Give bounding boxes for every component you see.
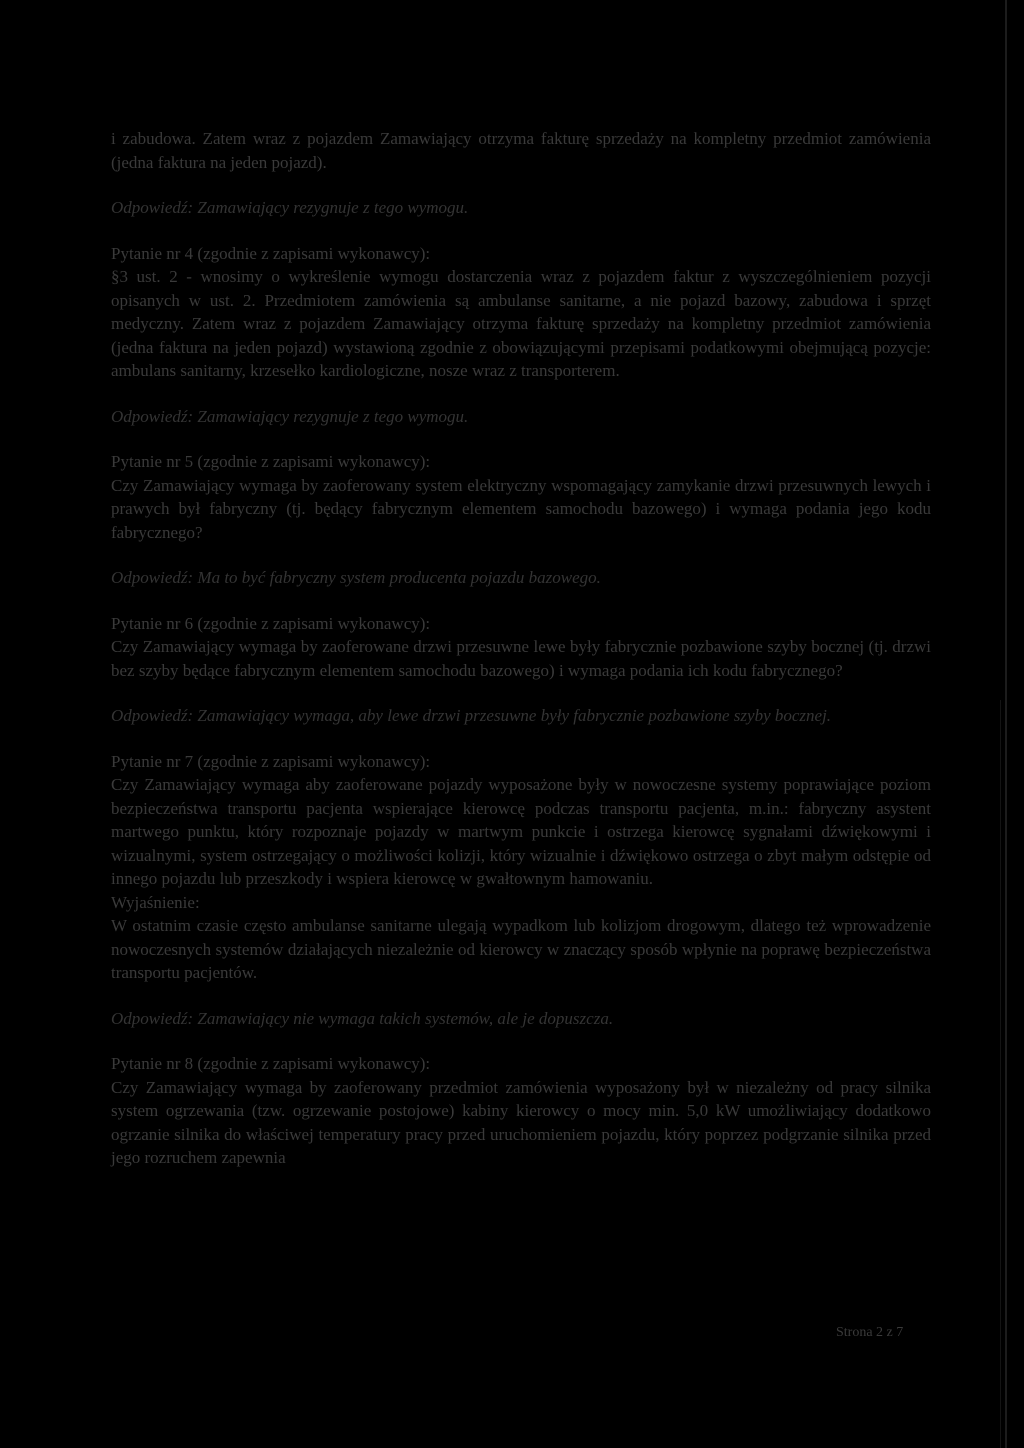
intro-answer-block	[111, 196, 931, 220]
scan-edge-line	[1005, 0, 1007, 1448]
question-body: Czy Zamawiający wymaga by zaoferowany przedmiot zamówienia wyposażony był w niezależny od pracy silnika system ogrzewania (tzw. ogrzewanie postojowe) kabiny kierowcy o mocy min. 5,0 kW umożliwiający dodatkowo ogrzanie silnika do właściwej temperatury pracy przed uruchomieniem pojazdu, który poprzez podgrzanie silnika przed jego rozruchem zapewnia	[111, 1077, 931, 1167]
question-body: Czy Zamawiający wymaga aby zaoferowane pojazdy wyposażone były w nowoczesne systemy poprawiające poziom bezpieczeństwa transportu pacjenta wspierające kierowcę podczas transportu pacjenta, m.in.: fabryczny asystent martwego punktu, który rozpoznaje pojazdy w martwym punkcie i ostrzega kierowcę sygnałami dźwiękowymi i wizualnymi, system ostrzegający o możliwości kolizji, który wizualnie i dźwiękowo ostrzega o zbyt małym odstępie od innego pojazdu lub przeszkody i wspiera kierowcę w gwałtownym hamowaniu.	[111, 775, 931, 888]
question-5	[111, 450, 931, 544]
explanation-label: Wyjaśnienie:	[111, 892, 200, 912]
answer-4	[111, 405, 931, 429]
question-heading: Pytanie nr 5 (zgodnie z zapisami wykonawcy):	[111, 452, 431, 471]
scan-edge-line-secondary	[1000, 700, 1001, 1448]
question-heading: Pytanie nr 8 (zgodnie z zapisami wykonawcy):	[111, 1054, 431, 1073]
question-answer: Odpowiedź: Ma to być fabryczny system producenta pojazdu bazowego.	[111, 568, 601, 587]
intro-paragraph: i zabudowa. Zatem wraz z pojazdem Zamawiający otrzyma fakturę sprzedaży na kompletny przedmiot zamówienia (jedna faktura na jeden pojazd).	[111, 129, 931, 172]
question-answer: Odpowiedź: Zamawiający wymaga, aby lewe drzwi przesuwne były fabrycznie pozbawione szyby bocznej.	[111, 706, 832, 725]
answer-5	[111, 566, 931, 590]
question-body: Czy Zamawiający wymaga by zaoferowane drzwi przesuwne lewe były fabrycznie pozbawione szyby bocznej (tj. drzwi bez szyby będące fabrycznym elementem samochodu bazowego) i wymaga podania ich kodu fabrycznego?	[111, 637, 931, 680]
question-answer: Odpowiedź: Zamawiający nie wymaga takich systemów, ale je dopuszcza.	[111, 1008, 614, 1028]
question-answer: Odpowiedź: Zamawiający rezygnuje z tego wymogu.	[111, 406, 469, 426]
question-7	[111, 750, 931, 985]
question-heading: Pytanie nr 7 (zgodnie z zapisami wykonawcy):	[111, 751, 431, 771]
intro-block	[111, 127, 931, 174]
document-body	[111, 127, 931, 1192]
question-body: §3 ust. 2 - wnosimy o wykreślenie wymogu dostarczenia wraz z pojazdem faktur z wyszczególnieniem pozycji opisanych w ust. 2. Przedmiotem zamówienia są ambulanse sanitarne, a nie pojazd bazowy, zabudowa i sprzęt medyczny. Zatem wraz z pojazdem Zamawiający otrzyma fakturę sprzedaży na kompletny przedmiot zamówienia (jedna faktura na jeden pojazd) wystawioną zgodnie z obowiązującymi przepisami podatkowymi obejmującą pozycje: ambulans sanitarny, krzesełko kardiologiczne, nosze wraz z transporterem.	[111, 267, 931, 380]
answer-7	[111, 1007, 931, 1031]
question-body: Czy Zamawiający wymaga by zaoferowany system elektryczny wspomagający zamykanie drzwi przesuwnych lewych i prawych był fabryczny (tj. będący fabrycznym elementem samochodu bazowego) i wymaga podania jego kodu fabrycznego?	[111, 475, 931, 542]
question-4	[111, 242, 931, 383]
question-heading: Pytanie nr 6 (zgodnie z zapisami wykonawcy):	[111, 613, 431, 633]
answer-6	[111, 704, 931, 728]
question-heading: Pytanie nr 4 (zgodnie z zapisami wykonawcy):	[111, 243, 431, 263]
intro-answer: Odpowiedź: Zamawiający rezygnuje z tego wymogu.	[111, 198, 469, 217]
explanation-body: W ostatnim czasie często ambulanse sanitarne ulegają wypadkom lub kolizjom drogowym, dlatego też wprowadzenie nowoczesnych systemów działających niezależnie od kierowcy w znaczący sposób wpłynie na poprawę bezpieczeństwa transportu pacjentów.	[111, 916, 931, 982]
page-number: Strona 2 z 7	[836, 1325, 904, 1340]
question-6	[111, 612, 931, 683]
question-8	[111, 1052, 931, 1170]
